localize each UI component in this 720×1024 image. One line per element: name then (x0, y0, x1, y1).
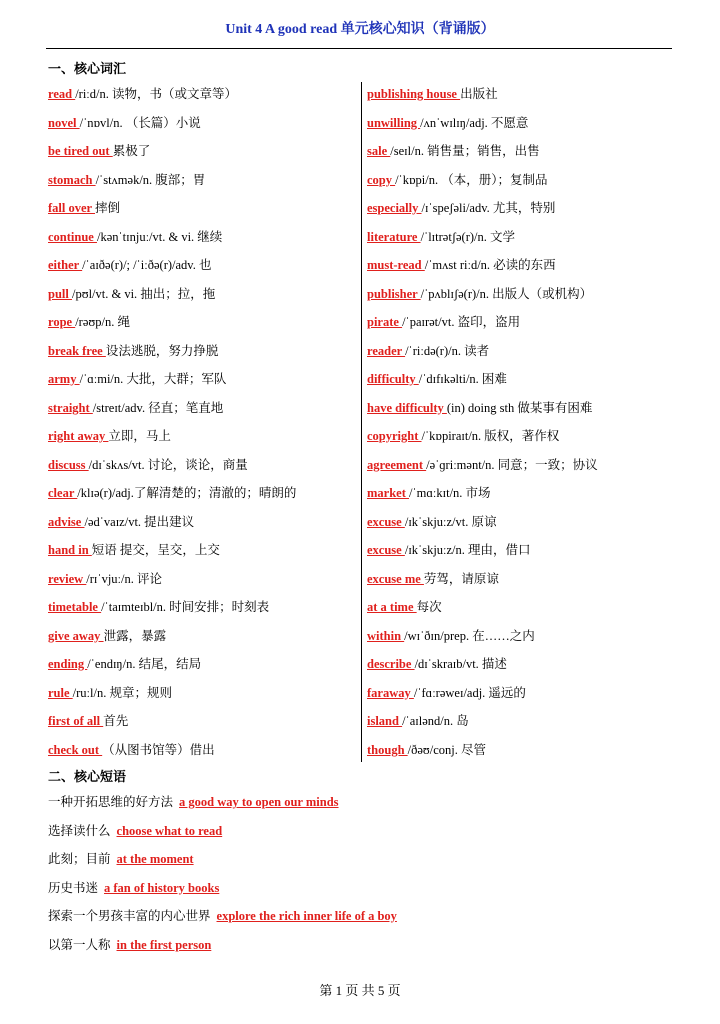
vocab-entry (48, 194, 358, 223)
vocab-entry (367, 422, 687, 451)
vocab-definition: 首先 (103, 714, 129, 728)
vocab-term: must-read (367, 258, 425, 272)
page-footer: 第 1 页 共 5 页 (319, 983, 401, 998)
vocab-entry (48, 80, 358, 109)
vocab-term: unwilling (367, 115, 421, 130)
vocab-definition: /ˈendɪŋ/n. 结尾，结局 (87, 657, 202, 671)
vocab-definition: /ˈriːdə(r)/n. 读者 (405, 343, 490, 358)
vocab-term: check out (48, 742, 103, 757)
vocab-entry (48, 422, 358, 451)
vocab-definition: /ʌnˈwɪlɪŋ/adj. 不愿意 (420, 115, 529, 130)
vocab-definition: /streɪt/adv. 径直；笔直地 (92, 400, 224, 415)
vocab-term: reader (367, 343, 406, 358)
vocab-term: fall over (48, 201, 95, 215)
vocab-entry (367, 479, 687, 508)
phrase-chinese: 一种开拓思维的好方法 (48, 795, 174, 809)
vocab-definition: 立即，马上 (108, 429, 171, 443)
vocab-definition: /ˈaɪlənd/n. 岛 (402, 714, 469, 728)
vocab-entry (367, 166, 687, 195)
phrase-english: explore the rich inner life of a boy (216, 909, 397, 923)
vocab-term: sale (367, 144, 391, 158)
vocab-definition: /rəʊp/n. 绳 (75, 315, 130, 329)
vocab-term: novel (48, 115, 80, 130)
vocab-definition: /ˈlɪtrətʃə(r)/n. 文学 (420, 229, 515, 244)
vocab-entry (48, 223, 358, 252)
vocab-term: ending (48, 657, 88, 671)
vocab-term: either (48, 258, 83, 272)
vocab-entry (48, 565, 358, 594)
vocab-entry (48, 365, 358, 394)
vocab-entry (367, 109, 687, 138)
vocab-term: publisher (367, 286, 421, 301)
phrase-english: a fan of history books (104, 880, 220, 895)
vocab-entry (48, 166, 358, 195)
vocab-definition: /pʊl/vt. & vi. 抽出；拉，拖 (71, 286, 216, 301)
vocab-entry (48, 707, 358, 736)
vocab-definition: （从图书馆等）借出 (102, 742, 215, 757)
vocab-term: army (48, 372, 80, 386)
vocab-term: straight (48, 400, 93, 415)
vocab-entry (48, 251, 358, 280)
vocab-term: excuse (367, 543, 405, 557)
vocab-entry (48, 394, 358, 423)
vocab-term: faraway (367, 685, 414, 700)
vocab-term: hand in (48, 543, 92, 557)
vocab-entry (48, 593, 358, 622)
vocab-definition: 短语 提交，呈交，上交 (91, 543, 220, 557)
vocab-entry (367, 622, 687, 651)
vocab-definition: /ˈpaɪrət/vt. 盗印，盗用 (402, 315, 521, 329)
phrase-list (48, 788, 678, 959)
vocab-term: rule (48, 685, 73, 700)
vocab-definition: /ˈnɒvl/n. （长篇）小说 (79, 115, 201, 130)
vocab-entry (48, 536, 358, 565)
vocab-term: copy (367, 172, 396, 187)
vocab-term: agreement (367, 457, 427, 472)
vocab-term: literature (367, 229, 421, 244)
vocab-term: stomach (48, 172, 96, 187)
vocab-term: discuss (48, 457, 89, 472)
phrase-item (48, 788, 678, 817)
vocab-entry (48, 451, 358, 480)
vocab-term: advise (48, 514, 85, 529)
phrase-english: choose what to read (116, 823, 223, 838)
phrase-item (48, 931, 678, 960)
vocab-definition: /ɪˈspeʃəli/adv. 尤其，特别 (421, 201, 556, 215)
vocab-term: right away (48, 429, 109, 443)
vocab-term: read (48, 87, 76, 101)
vocab-definition: /ˈkɒpi/n. （本，册）；复制品 (395, 172, 548, 187)
vocab-definition: /ədˈvaɪz/vt. 提出建议 (84, 514, 195, 529)
vocab-definition: /ˈpʌblɪʃə(r)/n. 出版人（或机构） (420, 286, 593, 301)
phrase-chinese: 此刻；目前 (48, 852, 111, 866)
vocab-term: clear (48, 486, 78, 500)
vocab-term: describe (367, 657, 415, 671)
phrase-chinese: 探索一个男孩丰富的内心世界 (48, 909, 211, 923)
vocab-term: have difficulty (367, 400, 447, 415)
vocab-entry (367, 308, 687, 337)
column-divider (361, 82, 362, 762)
phrase-item (48, 817, 678, 846)
vocab-term: pull (48, 286, 72, 301)
phrase-chinese: 以第一人称 (48, 937, 111, 952)
vocab-definition: 出版社 (460, 87, 498, 101)
vocab-definition: /dɪˈskraɪb/vt. 描述 (414, 657, 507, 671)
vocab-entry (367, 650, 687, 679)
phrase-english: at the moment (116, 852, 194, 866)
vocab-entry (48, 109, 358, 138)
vocab-definition: 劳驾，请原谅 (423, 571, 499, 586)
vocab-definition: /wɪˈðɪn/prep. 在……之内 (404, 628, 535, 643)
vocab-term: be tired out (48, 144, 113, 158)
vocab-entry (367, 565, 687, 594)
vocab-definition: 泄露，暴露 (103, 628, 167, 643)
vocab-entry (367, 736, 687, 765)
vocab-term: excuse me (367, 571, 424, 586)
vocab-entry (48, 479, 358, 508)
document-title: Unit 4 A good read 单元核心知识（背诵版） (225, 22, 495, 37)
vocab-term: continue (48, 229, 97, 244)
vocab-term: give away (48, 628, 104, 643)
vocab-entry (48, 650, 358, 679)
vocab-entry (48, 508, 358, 537)
vocab-definition: 累极了 (112, 144, 151, 158)
vocab-entry (367, 337, 687, 366)
vocab-entry (367, 679, 687, 708)
vocab-entry (367, 280, 687, 309)
vocab-definition: /ɪkˈskjuːz/vt. 原谅 (404, 514, 497, 529)
vocab-entry (367, 137, 687, 166)
vocab-term: copyright (367, 429, 422, 443)
vocab-term: rope (48, 315, 76, 329)
vocab-term: timetable (48, 600, 102, 614)
vocab-term: first of all (48, 714, 104, 728)
vocab-entry (48, 736, 358, 765)
vocab-term: excuse (367, 514, 405, 529)
vocab-definition: 设法逃脱，努力挣脱 (105, 343, 219, 358)
vocab-term: especially (367, 201, 422, 215)
phrase-item (48, 902, 678, 931)
vocab-term: though (367, 742, 408, 757)
vocab-definition: /ˈstʌmək/n. 腹部；胃 (95, 172, 206, 187)
vocab-entry (48, 622, 358, 651)
phrase-chinese: 选择读什么 (48, 823, 111, 838)
vocab-entry (367, 508, 687, 537)
vocab-entry (367, 451, 687, 480)
vocab-definition: (in) doing sth 做某事有困难 (446, 400, 593, 415)
vocab-term: publishing house (367, 87, 461, 101)
vocab-definition: /ðəʊ/conj. 尽管 (407, 742, 487, 757)
phrase-english: a good way to open our minds (179, 795, 339, 809)
vocab-entry (48, 337, 358, 366)
vocab-definition: /riːd/n. 读物，书（或文章等） (75, 87, 238, 101)
vocab-entry (367, 536, 687, 565)
vocab-entry (367, 593, 687, 622)
vocab-entry (367, 251, 687, 280)
vocab-entry (367, 194, 687, 223)
vocab-definition: /ˈfɑːrəweɪ/adj. 遥远的 (413, 685, 526, 700)
vocab-entry (367, 394, 687, 423)
vocab-term: break free (48, 343, 106, 358)
vocab-term: island (367, 714, 403, 728)
vocab-definition: /ˈkɒpiraɪt/n. 版权，著作权 (421, 429, 560, 443)
vocab-column-left (48, 80, 358, 764)
vocab-definition: /ˈmʌst riːd/n. 必读的东西 (424, 258, 556, 272)
vocab-term: pirate (367, 315, 403, 329)
vocab-term: within (367, 628, 405, 643)
vocab-term: review (48, 571, 87, 586)
vocab-entry (48, 280, 358, 309)
vocab-definition: /ˈdɪfɪkəlti/n. 困难 (418, 372, 507, 386)
vocab-definition: /ruːl/n. 规章；规则 (72, 685, 172, 700)
phrase-chinese: 历史书迷 (48, 880, 99, 895)
vocab-definition: /ɪkˈskjuːz/n. 理由，借口 (404, 543, 531, 557)
section-heading-phrases: 二、核心短语 (48, 770, 127, 785)
vocab-term: at a time (367, 600, 417, 614)
vocab-definition: /ˈtaɪmteɪbl/n. 时间安排；时刻表 (101, 600, 270, 614)
vocab-definition: /klɪə(r)/adj.了解清楚的；清澈的；晴朗的 (77, 486, 297, 500)
vocab-entry (367, 707, 687, 736)
vocab-definition: 摔倒 (94, 201, 120, 215)
vocab-entry (367, 223, 687, 252)
vocab-column-right (367, 80, 687, 764)
vocab-entry (48, 137, 358, 166)
vocab-definition: 每次 (416, 600, 442, 614)
vocab-definition: /ˈɑːmi/n. 大批，大群；军队 (79, 372, 227, 386)
vocab-entry (367, 80, 687, 109)
vocab-definition: /ˈaɪðə(r)/; /ˈiːðə(r)/adv. 也 (82, 258, 212, 272)
phrase-item (48, 845, 678, 874)
vocab-entry (48, 679, 358, 708)
vocab-definition: /seɪl/n. 销售量；销售，出售 (390, 144, 540, 158)
vocab-entry (48, 308, 358, 337)
vocab-definition: /rɪˈvjuː/n. 评论 (86, 571, 162, 586)
vocab-term: market (367, 486, 409, 500)
vocab-definition: /kənˈtɪnjuː/vt. & vi. 继续 (96, 229, 223, 244)
vocab-definition: /ˈmɑːkɪt/n. 市场 (409, 486, 491, 500)
section-heading-vocabulary: 一、核心词汇 (48, 62, 127, 77)
vocab-definition: /əˈɡriːmənt/n. 同意；一致；协议 (426, 457, 598, 472)
vocab-term: difficulty (367, 372, 419, 386)
phrase-item (48, 874, 678, 903)
phrase-english: in the first person (116, 937, 212, 952)
vocab-definition: /dɪˈskʌs/vt. 讨论，谈论，商量 (88, 457, 248, 472)
title-rule (46, 48, 672, 49)
vocab-entry (367, 365, 687, 394)
